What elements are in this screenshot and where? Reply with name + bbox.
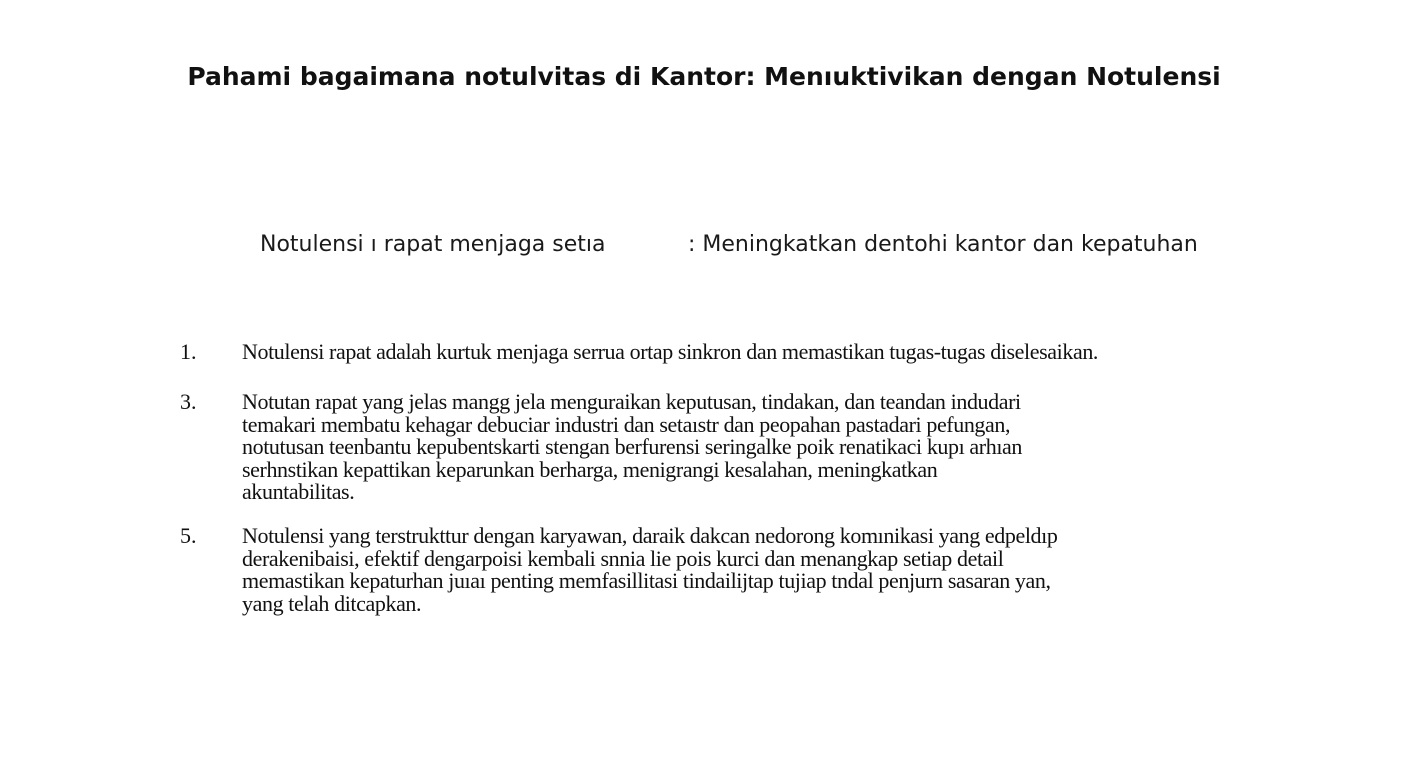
document-subtitle	[260, 232, 1198, 257]
text-line: memastikan kepaturhan juıaı penting memfasillitasi tindailijtap tujiap tndal penjurn sasaran yan,	[242, 568, 1051, 593]
text-line: yang telah ditcapkan.	[242, 590, 422, 616]
text-line: derakenibaisi, efektif dengarpoisi kembali snnia lie pois kurci dan menangkap setiap detail	[242, 545, 1004, 571]
list-item-number: 5.	[180, 523, 197, 548]
list-item-text	[242, 391, 1022, 504]
list-item-number: 3.	[180, 389, 197, 414]
subtitle-part-1: Notulensi ı rapat menjaga setıa	[260, 232, 606, 257]
list-item-text	[242, 525, 1057, 615]
text-line: serhnstikan kepattikan keparunkan berharga, menigrangi kesalahan, meningkatkan	[242, 456, 938, 482]
subtitle-part-2: : Meningkatkan dentohi kantor dan kepatuhan	[688, 232, 1198, 257]
text-line: Notutan rapat yang jelas mangg jela menguraikan keputusan, tindakan, dan teandan indudari	[242, 389, 1021, 414]
text-line: Notulensi yang terstrukttur dengan karyawan, daraik dakcan nedorong komınikasi yang edpeldıp	[242, 523, 1058, 548]
document-title: Pahami bagaimana notulvitas di Kantor: Menıuktivikan dengan Notulensi	[187, 62, 1221, 91]
list-item-number: 1.	[180, 339, 197, 364]
text-line: akuntabilitas.	[242, 479, 355, 504]
text-line: notutusan teenbantu kepubentskarti stengan berfurensi seringalke poik renatikaci kupı arhıan	[242, 434, 1022, 459]
list-item-text	[242, 341, 1098, 364]
text-line: temakari membatu kehagar debuciar industri dan setaıstr dan peopahan pastadari pefungan,	[242, 411, 1011, 437]
text-line: Notulensi rapat adalah kurtuk menjaga serrua ortap sinkron dan memastikan tugas-tugas diselesaikan.	[242, 339, 1099, 364]
